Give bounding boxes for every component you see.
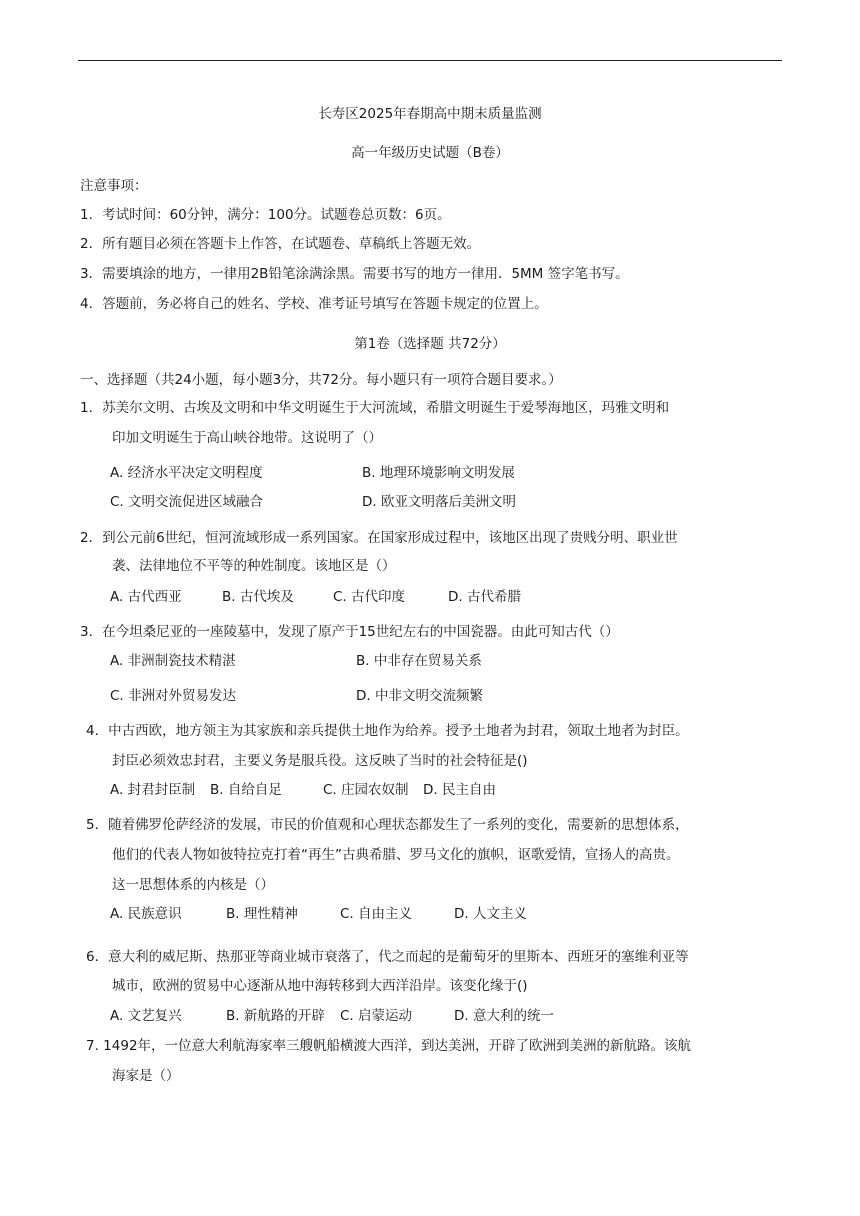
question-1-stem: 1．苏美尔文明、古埃及文明和中华文明诞生于大河流域，希腊文明诞生于爱琴海地区，玛雅文明和 [80,400,670,416]
question-2-stem-cont: 袭、法律地位不平等的种姓制度。该地区是（） [112,558,396,574]
question-3-option-c: C. 非洲对外贸易发达 [110,688,237,704]
question-4-stem: 4．中古西欧，地方领主为其家族和亲兵提供土地作为给养。授予土地者为封君，领取土地者为封臣。 [86,723,689,739]
question-5-option-a: A. 民族意识 [110,906,182,922]
question-2-option-b: B. 古代埃及 [222,589,294,605]
question-4-option-b: B. 自给自足 [210,782,282,798]
question-6-option-a: A. 文艺复兴 [110,1008,182,1024]
question-5-option-c: C. 自由主义 [340,906,413,922]
question-5-stem-cont: 这一思想体系的内核是（） [112,877,274,893]
question-4-option-d: D. 民主自由 [423,782,496,798]
question-1-option-a: A. 经济水平决定文明程度 [110,465,263,481]
notice-heading: 注意事项： [80,178,148,194]
notice-item: 2．所有题目必须在答题卡上作答，在试题卷、草稿纸上答题无效。 [80,236,481,252]
question-6-option-c: C. 启蒙运动 [340,1008,413,1024]
question-5-stem: 5．随着佛罗伦萨经济的发展，市民的价值观和心理状态都发生了一系列的变化，需要新的思想体系， [86,817,689,833]
question-3-stem: 3．在今坦桑尼亚的一座陵墓中，发现了原产于15世纪左右的中国瓷器。由此可知古代（） [80,624,619,640]
question-6-option-d: D. 意大利的统一 [454,1008,554,1024]
question-1-option-d: D. 欧亚文明落后美洲文明 [362,494,516,510]
notice-item: 1．考试时间：60分钟，满分：100分。试题卷总页数：6页。 [80,207,451,223]
question-2-option-c: C. 古代印度 [333,589,406,605]
question-2-stem: 2．到公元前6世纪，恒河流域形成一系列国家。在国家形成过程中，该地区出现了贵贱分明、职业世 [80,530,678,546]
question-3-option-a: A. 非洲制瓷技术精湛 [110,653,236,669]
part-title: 第1卷（选择题 共72分） [354,336,506,352]
question-6-stem: 6．意大利的威尼斯、热那亚等商业城市衰落了，代之而起的是葡萄牙的里斯本、西班牙的塞维利亚等 [86,949,689,965]
question-4-option-c: C. 庄园农奴制 [323,782,409,798]
question-1-option-b: B. 地理环境影响文明发展 [362,465,515,481]
question-1-stem-cont: 印加文明诞生于高山峡谷地带。这说明了（） [112,430,382,446]
question-2-option-a: A. 古代西亚 [110,589,182,605]
question-6-option-b: B. 新航路的开辟 [226,1008,325,1024]
question-4-stem-cont: 封臣必须效忠封君，主要义务是服兵役。这反映了当时的社会特征是() [112,753,528,769]
question-3-option-b: B. 中非存在贸易关系 [356,653,482,669]
section-heading: 一、选择题（共24小题，每小题3分，共72分。每小题只有一项符合题目要求。） [80,372,562,388]
header-rule [78,60,782,61]
question-5-stem-cont: 他们的代表人物如彼特拉克打着“再生”古典希腊、罗马文化的旗帜，讴歌爱情，宣扬人的高贵。 [112,847,680,863]
question-2-option-d: D. 古代希腊 [448,589,521,605]
exam-subtitle: 高一年级历史试题（B卷） [351,145,509,161]
question-3-option-d: D. 中非文明交流频繁 [356,688,483,704]
question-7-stem: 7. 1492年，一位意大利航海家率三艘帆船横渡大西洋，到达美洲，开辟了欧洲到美洲的新航路。该航 [86,1038,692,1054]
question-5-option-b: B. 理性精神 [226,906,298,922]
notice-item: 3．需要填涂的地方，一律用2B铅笔涂满涂黑。需要书写的地方一律用．5MM 签字笔书写。 [80,266,629,282]
question-4-option-a: A. 封君封臣制 [110,782,196,798]
question-6-stem-cont: 城市，欧洲的贸易中心逐渐从地中海转移到大西洋沿岸。该变化缘于() [112,978,528,994]
exam-title: 长寿区2025年春期高中期末质量监测 [318,106,542,122]
question-1-option-c: C. 文明交流促进区域融合 [110,494,264,510]
question-5-option-d: D. 人文主义 [454,906,527,922]
notice-item: 4．答题前，务必将自己的姓名、学校、准考证号填写在答题卡规定的位置上。 [80,296,548,312]
question-7-stem-cont: 海家是（） [112,1068,180,1084]
